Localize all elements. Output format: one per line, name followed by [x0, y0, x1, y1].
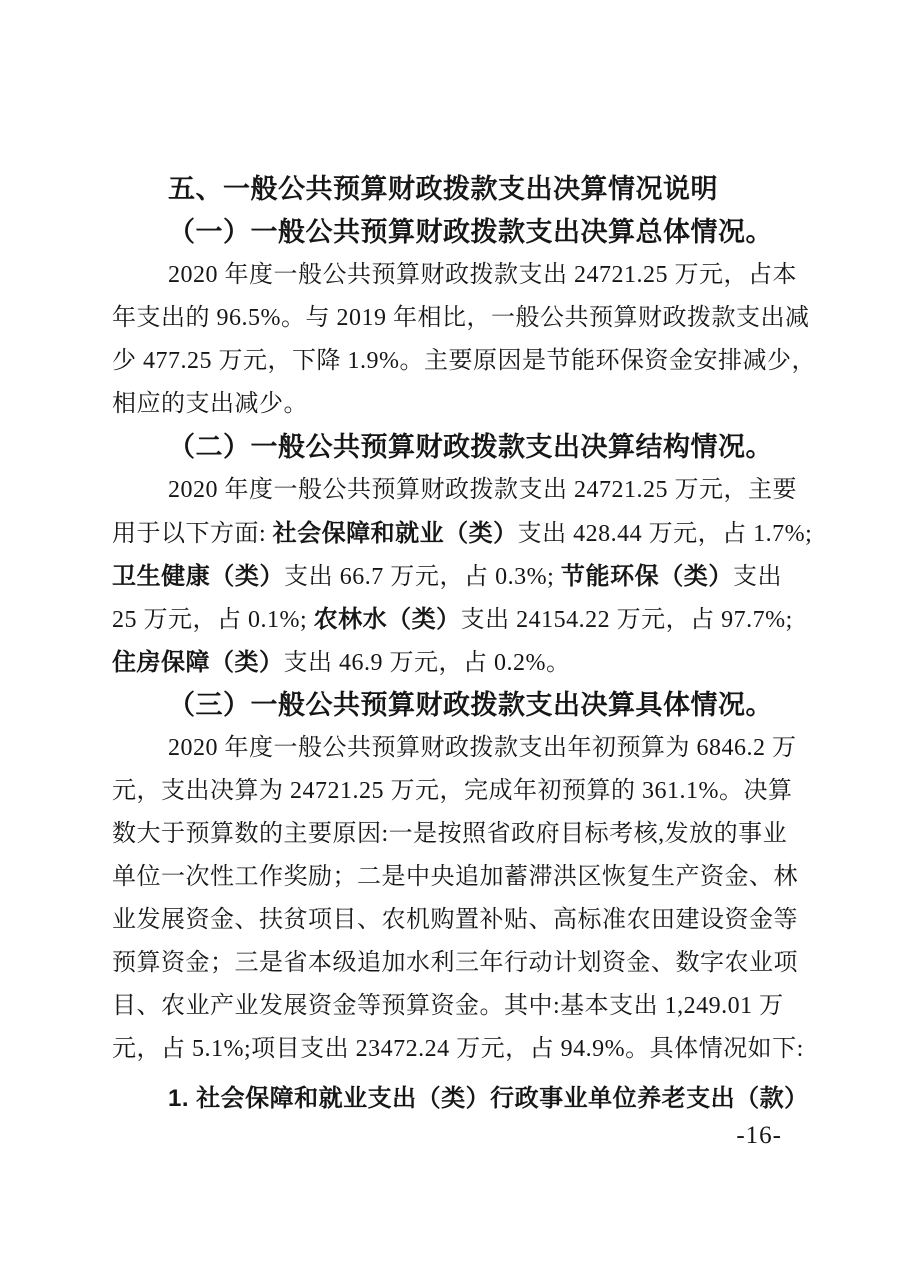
paragraph-line [112, 469, 797, 512]
paragraph-text: 数大于预算数的主要原因:一是按照省政府目标考核,发放的事业 [112, 821, 788, 847]
item-heading-1-text: 1. 社会保障和就业支出（类）行政事业单位养老支出（款） [168, 1085, 809, 1112]
paragraph-line [112, 899, 798, 942]
document-text-block [112, 168, 816, 1120]
paragraph-line [112, 942, 798, 985]
paragraph-line [112, 555, 782, 598]
paragraph-line [112, 297, 810, 340]
paragraph-line [112, 856, 798, 899]
category-term: 社会保障和就业（类） [272, 520, 518, 547]
paragraph-text: 年支出的 96.5%。与 2019 年相比，一般公共预算财政拨款支出减 [112, 305, 810, 331]
category-term: 节能环保（类） [560, 563, 733, 590]
paragraph-text: 支出 66.7 万元，占 0.3%; [284, 564, 561, 590]
paragraph-text: 元，支出决算为 24721.25 万元，完成年初预算的 361.1%。决算 [112, 778, 793, 804]
paragraph-text: 预算资金；三是省本级追加水利三年行动计划资金、数字农业项 [112, 950, 798, 976]
paragraph-line [112, 727, 797, 770]
category-term: 住房保障（类） [112, 649, 284, 676]
paragraph-text: 支出 46.9 万元，占 0.2%。 [283, 650, 571, 676]
subsection-heading-1-text: （一）一般公共预算财政拨款支出决算总体情况。 [168, 217, 773, 247]
paragraph-line [112, 340, 816, 383]
paragraph-line [112, 383, 782, 426]
paragraph-text: 2020 年度一般公共预算财政拨款支出年初预算为 6846.2 万 [168, 735, 797, 761]
paragraph-line [112, 1028, 804, 1071]
subsection-heading-2 [112, 426, 782, 469]
paragraph-text: 元，占 5.1%;项目支出 23472.24 万元，占 94.9%。具体情况如下: [112, 1036, 804, 1062]
paragraph-text: 2020 年度一般公共预算财政拨款支出 24721.25 万元，主要 [168, 477, 797, 503]
paragraph-text: 目、农业产业发展资金等预算资金。其中:基本支出 1,249.01 万 [112, 993, 784, 1019]
paragraph-text: 2020 年度一般公共预算财政拨款支出 24721.25 万元，占本 [168, 262, 797, 288]
paragraph-text: 相应的支出减少。 [112, 391, 308, 417]
subsection-heading-2-text: （二）一般公共预算财政拨款支出决算结构情况。 [168, 432, 773, 462]
subsection-heading-3-text: （三）一般公共预算财政拨款支出决算具体情况。 [168, 690, 773, 720]
paragraph-line [112, 512, 813, 555]
paragraph-line [112, 641, 782, 684]
subsection-heading-3 [112, 684, 782, 727]
paragraph-line [112, 254, 797, 297]
section-heading [112, 168, 782, 211]
paragraph-text: 25 万元，占 0.1%; [112, 607, 314, 633]
paragraph-text: 支出 428.44 万元，占 1.7%; [517, 521, 813, 547]
paragraph-text: 业发展资金、扶贫项目、农机购置补贴、高标准农田建设资金等 [112, 907, 798, 933]
paragraph-line [112, 770, 793, 813]
paragraph-text: 支出 24154.22 万元，占 97.7%; [460, 607, 793, 633]
paragraph-line [112, 985, 782, 1028]
paragraph-text: 支出 [732, 564, 783, 590]
category-term: 农林水（类） [313, 606, 461, 633]
page-number: -16- [736, 1122, 782, 1149]
paragraph-line [112, 598, 793, 641]
item-heading-1 [112, 1077, 809, 1120]
section-heading-text: 五、一般公共预算财政拨款支出决算情况说明 [168, 174, 718, 204]
paragraph-line [112, 813, 788, 856]
category-term: 卫生健康（类） [112, 563, 285, 590]
paragraph-text: 单位一次性工作奖励；二是中央追加蓄滞洪区恢复生产资金、林 [112, 864, 798, 890]
subsection-heading-1 [112, 211, 782, 254]
paragraph-text: 用于以下方面: [112, 521, 273, 547]
paragraph-text: 少 477.25 万元，下降 1.9%。主要原因是节能环保资金安排减少， [112, 348, 816, 374]
